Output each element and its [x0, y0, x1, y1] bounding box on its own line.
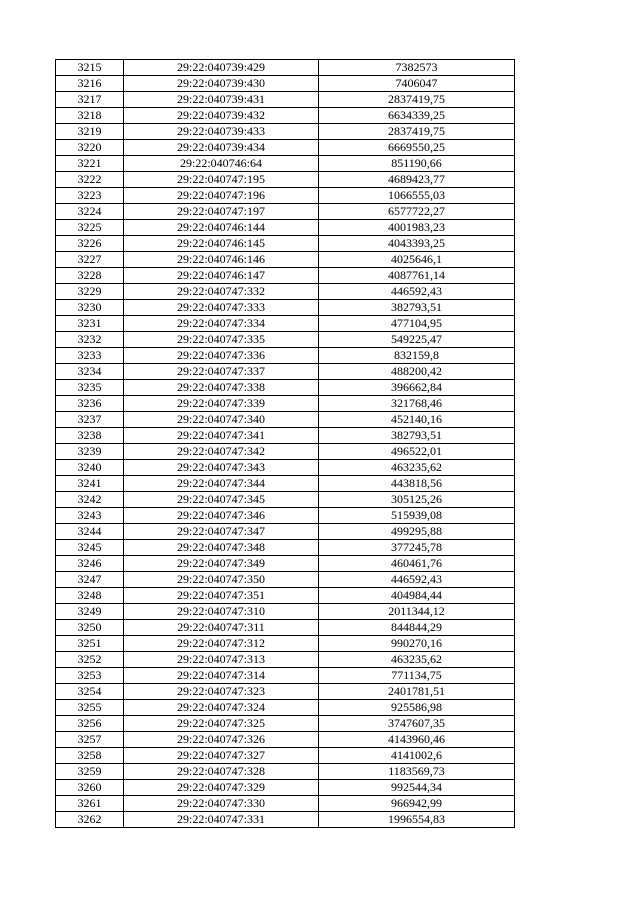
value-cell: 549225,47	[319, 332, 515, 348]
table-row	[56, 188, 515, 204]
row-number-cell: 3243	[56, 508, 124, 524]
value-cell: 463235,62	[319, 460, 515, 476]
value-cell: 4001983,23	[319, 220, 515, 236]
cadastral-number-cell: 29:22:040747:337	[124, 364, 319, 380]
row-number-cell: 3216	[56, 76, 124, 92]
cadastral-number-cell: 29:22:040747:343	[124, 460, 319, 476]
value-cell: 7382573	[319, 60, 515, 76]
cadastral-number-cell: 29:22:040747:338	[124, 380, 319, 396]
value-cell: 446592,43	[319, 284, 515, 300]
row-number-cell: 3260	[56, 780, 124, 796]
row-number-cell: 3247	[56, 572, 124, 588]
row-number-cell: 3242	[56, 492, 124, 508]
value-cell: 396662,84	[319, 380, 515, 396]
row-number-cell: 3258	[56, 748, 124, 764]
value-cell: 6669550,25	[319, 140, 515, 156]
table-row	[56, 92, 515, 108]
row-number-cell: 3225	[56, 220, 124, 236]
value-cell: 321768,46	[319, 396, 515, 412]
value-cell: 844844,29	[319, 620, 515, 636]
row-number-cell: 3222	[56, 172, 124, 188]
cadastral-number-cell: 29:22:040739:433	[124, 124, 319, 140]
row-number-cell: 3249	[56, 604, 124, 620]
row-number-cell: 3252	[56, 652, 124, 668]
value-cell: 2401781,51	[319, 684, 515, 700]
row-number-cell: 3217	[56, 92, 124, 108]
table-row	[56, 268, 515, 284]
value-cell: 4043393,25	[319, 236, 515, 252]
value-cell: 382793,51	[319, 300, 515, 316]
value-cell: 992544,34	[319, 780, 515, 796]
cadastral-number-cell: 29:22:040747:351	[124, 588, 319, 604]
value-cell: 477104,95	[319, 316, 515, 332]
value-cell: 515939,08	[319, 508, 515, 524]
value-cell: 6577722,27	[319, 204, 515, 220]
cadastral-number-cell: 29:22:040747:310	[124, 604, 319, 620]
table-row	[56, 476, 515, 492]
value-cell: 452140,16	[319, 412, 515, 428]
cadastral-number-cell: 29:22:040747:348	[124, 540, 319, 556]
value-cell: 966942,99	[319, 796, 515, 812]
table-row	[56, 556, 515, 572]
table-row	[56, 748, 515, 764]
value-cell: 1066555,03	[319, 188, 515, 204]
cadastral-number-cell: 29:22:040747:311	[124, 620, 319, 636]
value-cell: 446592,43	[319, 572, 515, 588]
table-row	[56, 460, 515, 476]
cadastral-number-cell: 29:22:040747:346	[124, 508, 319, 524]
table-row	[56, 316, 515, 332]
cadastral-number-cell: 29:22:040747:324	[124, 700, 319, 716]
row-number-cell: 3220	[56, 140, 124, 156]
cadastral-number-cell: 29:22:040747:331	[124, 812, 319, 828]
cadastral-number-cell: 29:22:040739:432	[124, 108, 319, 124]
row-number-cell: 3229	[56, 284, 124, 300]
row-number-cell: 3238	[56, 428, 124, 444]
row-number-cell: 3262	[56, 812, 124, 828]
table-row	[56, 428, 515, 444]
value-cell: 4025646,1	[319, 252, 515, 268]
value-cell: 377245,78	[319, 540, 515, 556]
cadastral-number-cell: 29:22:040747:335	[124, 332, 319, 348]
row-number-cell: 3230	[56, 300, 124, 316]
row-number-cell: 3228	[56, 268, 124, 284]
cadastral-number-cell: 29:22:040746:145	[124, 236, 319, 252]
row-number-cell: 3233	[56, 348, 124, 364]
row-number-cell: 3261	[56, 796, 124, 812]
cadastral-number-cell: 29:22:040747:340	[124, 412, 319, 428]
cadastral-number-cell: 29:22:040747:332	[124, 284, 319, 300]
table-row	[56, 380, 515, 396]
table-row	[56, 796, 515, 812]
cadastral-number-cell: 29:22:040747:349	[124, 556, 319, 572]
value-cell: 6634339,25	[319, 108, 515, 124]
cadastral-number-cell: 29:22:040747:195	[124, 172, 319, 188]
cadastral-number-cell: 29:22:040746:146	[124, 252, 319, 268]
value-cell: 460461,76	[319, 556, 515, 572]
value-cell: 496522,01	[319, 444, 515, 460]
table-row	[56, 812, 515, 828]
row-number-cell: 3241	[56, 476, 124, 492]
row-number-cell: 3234	[56, 364, 124, 380]
table-row	[56, 492, 515, 508]
table-row	[56, 332, 515, 348]
value-cell: 3747607,35	[319, 716, 515, 732]
value-cell: 771134,75	[319, 668, 515, 684]
cadastral-number-cell: 29:22:040747:325	[124, 716, 319, 732]
table-row	[56, 700, 515, 716]
table-row	[56, 364, 515, 380]
table-row	[56, 252, 515, 268]
cadastral-number-cell: 29:22:040739:434	[124, 140, 319, 156]
table-row	[56, 524, 515, 540]
cadastral-number-cell: 29:22:040746:144	[124, 220, 319, 236]
cadastral-number-cell: 29:22:040747:334	[124, 316, 319, 332]
value-cell: 443818,56	[319, 476, 515, 492]
value-cell: 851190,66	[319, 156, 515, 172]
value-cell: 1183569,73	[319, 764, 515, 780]
row-number-cell: 3224	[56, 204, 124, 220]
cadastral-number-cell: 29:22:040747:341	[124, 428, 319, 444]
table-row	[56, 284, 515, 300]
cadastral-number-cell: 29:22:040739:429	[124, 60, 319, 76]
table-row	[56, 668, 515, 684]
table-row	[56, 220, 515, 236]
cadastral-number-cell: 29:22:040747:333	[124, 300, 319, 316]
row-number-cell: 3254	[56, 684, 124, 700]
row-number-cell: 3226	[56, 236, 124, 252]
table-row	[56, 236, 515, 252]
cadastral-number-cell: 29:22:040747:326	[124, 732, 319, 748]
row-number-cell: 3253	[56, 668, 124, 684]
row-number-cell: 3236	[56, 396, 124, 412]
cadastral-number-cell: 29:22:040747:312	[124, 636, 319, 652]
table-row	[56, 540, 515, 556]
cadastral-number-cell: 29:22:040746:147	[124, 268, 319, 284]
table-row	[56, 684, 515, 700]
table-row	[56, 412, 515, 428]
table-row	[56, 652, 515, 668]
table-row	[56, 348, 515, 364]
value-cell: 990270,16	[319, 636, 515, 652]
row-number-cell: 3256	[56, 716, 124, 732]
table-row	[56, 204, 515, 220]
row-number-cell: 3259	[56, 764, 124, 780]
cadastral-number-cell: 29:22:040747:342	[124, 444, 319, 460]
row-number-cell: 3232	[56, 332, 124, 348]
row-number-cell: 3255	[56, 700, 124, 716]
row-number-cell: 3246	[56, 556, 124, 572]
cadastral-number-cell: 29:22:040747:197	[124, 204, 319, 220]
table-row	[56, 108, 515, 124]
cadastral-number-cell: 29:22:040747:327	[124, 748, 319, 764]
row-number-cell: 3218	[56, 108, 124, 124]
value-cell: 925586,98	[319, 700, 515, 716]
value-cell: 499295,88	[319, 524, 515, 540]
row-number-cell: 3215	[56, 60, 124, 76]
cadastral-number-cell: 29:22:040739:430	[124, 76, 319, 92]
cadastral-number-cell: 29:22:040747:314	[124, 668, 319, 684]
row-number-cell: 3240	[56, 460, 124, 476]
cadastral-number-cell: 29:22:040747:196	[124, 188, 319, 204]
cadastral-number-cell: 29:22:040747:339	[124, 396, 319, 412]
row-number-cell: 3231	[56, 316, 124, 332]
value-cell: 2837419,75	[319, 124, 515, 140]
table-row	[56, 764, 515, 780]
value-cell: 4143960,46	[319, 732, 515, 748]
cadastral-number-cell: 29:22:040747:328	[124, 764, 319, 780]
table-row	[56, 636, 515, 652]
table-row	[56, 716, 515, 732]
cadastral-number-cell: 29:22:040747:345	[124, 492, 319, 508]
table-row	[56, 172, 515, 188]
table-row	[56, 300, 515, 316]
row-number-cell: 3248	[56, 588, 124, 604]
table-row	[56, 60, 515, 76]
row-number-cell: 3235	[56, 380, 124, 396]
cadastral-value-table	[55, 59, 515, 828]
value-cell: 7406047	[319, 76, 515, 92]
cadastral-number-cell: 29:22:040739:431	[124, 92, 319, 108]
value-cell: 4087761,14	[319, 268, 515, 284]
value-cell: 832159,8	[319, 348, 515, 364]
table-row	[56, 732, 515, 748]
cadastral-number-cell: 29:22:040747:330	[124, 796, 319, 812]
value-cell: 305125,26	[319, 492, 515, 508]
row-number-cell: 3239	[56, 444, 124, 460]
cadastral-number-cell: 29:22:040747:313	[124, 652, 319, 668]
row-number-cell: 3223	[56, 188, 124, 204]
table-row	[56, 156, 515, 172]
table-row	[56, 124, 515, 140]
table-row	[56, 444, 515, 460]
row-number-cell: 3257	[56, 732, 124, 748]
table-row	[56, 508, 515, 524]
row-number-cell: 3219	[56, 124, 124, 140]
cadastral-number-cell: 29:22:040747:329	[124, 780, 319, 796]
table-row	[56, 780, 515, 796]
table-row	[56, 588, 515, 604]
row-number-cell: 3245	[56, 540, 124, 556]
table-row	[56, 76, 515, 92]
cadastral-number-cell: 29:22:040746:64	[124, 156, 319, 172]
row-number-cell: 3237	[56, 412, 124, 428]
table-row	[56, 140, 515, 156]
value-cell: 488200,42	[319, 364, 515, 380]
value-cell: 382793,51	[319, 428, 515, 444]
value-cell: 1996554,83	[319, 812, 515, 828]
row-number-cell: 3244	[56, 524, 124, 540]
row-number-cell: 3250	[56, 620, 124, 636]
table-row	[56, 396, 515, 412]
cadastral-number-cell: 29:22:040747:347	[124, 524, 319, 540]
row-number-cell: 3221	[56, 156, 124, 172]
value-cell: 4141002,6	[319, 748, 515, 764]
value-cell: 463235,62	[319, 652, 515, 668]
row-number-cell: 3251	[56, 636, 124, 652]
value-cell: 404984,44	[319, 588, 515, 604]
value-cell: 4689423,77	[319, 172, 515, 188]
row-number-cell: 3227	[56, 252, 124, 268]
cadastral-number-cell: 29:22:040747:350	[124, 572, 319, 588]
table-row	[56, 620, 515, 636]
value-cell: 2837419,75	[319, 92, 515, 108]
cadastral-number-cell: 29:22:040747:323	[124, 684, 319, 700]
table-body	[56, 60, 515, 828]
table-row	[56, 572, 515, 588]
cadastral-number-cell: 29:22:040747:344	[124, 476, 319, 492]
cadastral-number-cell: 29:22:040747:336	[124, 348, 319, 364]
table-row	[56, 604, 515, 620]
value-cell: 2011344,12	[319, 604, 515, 620]
